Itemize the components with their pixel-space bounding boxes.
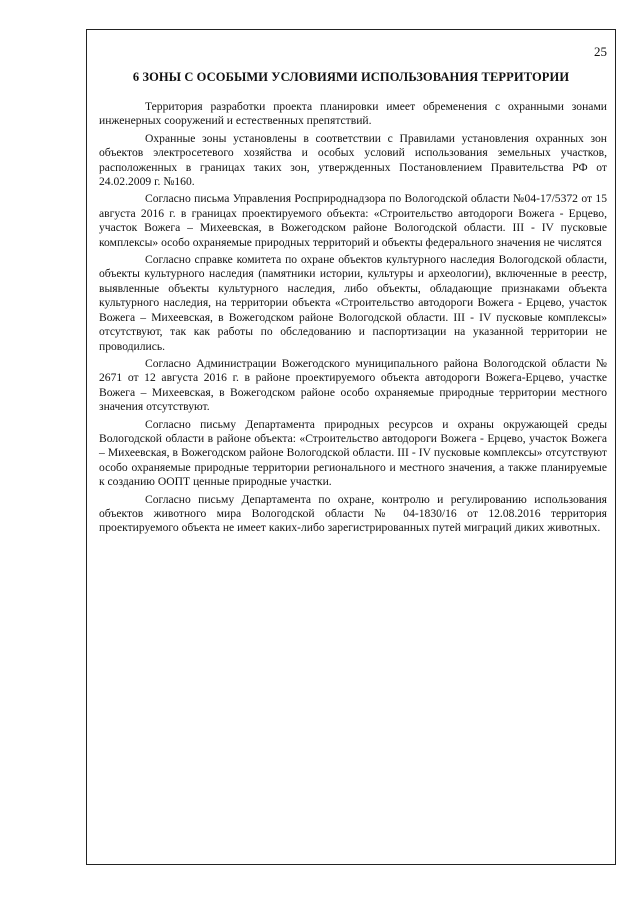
paragraph: Охранные зоны установлены в соответствии с Правилами установления охранных зон объектов электросетевого хозяйства и особых условий использования земельных участков, расположенных в границах таких зон, утвержденных Постановлением Правительства РФ от 24.02.2009 г. №160. <box>99 131 607 189</box>
page-number: 25 <box>594 44 607 59</box>
section-heading: 6 ЗОНЫ С ОСОБЫМИ УСЛОВИЯМИ ИСПОЛЬЗОВАНИЯ ТЕРРИТОРИИ <box>132 70 570 84</box>
body-text <box>99 100 607 539</box>
paragraph: Согласно письму Департамента природных ресурсов и охраны окружающей среды Вологодской области в районе объекта: «Строительство автодороги Вожега - Ерцево, участок Вожега – Михеевская, в Вожегодском районе Вологодской области. III - IV пусковые комплексы» отсутствуют особо охраняемые природные территории регионального и местного значения, а также планируемые к созданию ООПТ ценные природные участки. <box>99 417 607 489</box>
paragraph: Согласно письму Департамента по охране, контролю и регулированию использования объектов животного мира Вологодской области № 04-1830/16 от 12.08.2016 территория проектируемого объекта не имеет каких-либо зарегистрированных путей миграций диких животных. <box>99 492 607 535</box>
paragraph: Согласно справке комитета по охране объектов культурного наследия Вологодской области, объекты культурного наследия (памятники истории, культуры и археологии), включенные в реестр, выявленные объекты культурного наследия, либо объекты, обладающие признаками объекта культурного наследия, на территории объекта «Строительство автодороги Вожега - Ерцево, участок Вожега – Михеевская, в Вожегодском районе Вологодской области. III - IV пусковые комплексы» отсутствуют, так как работы по обследованию и паспортизации на указанной территории не проводились. <box>99 253 607 353</box>
paragraph: Территория разработки проекта планировки имеет обременения с охранными зонами инженерных сооружений и естественных препятствий. <box>99 100 607 128</box>
paragraph: Согласно Администрации Вожегодского муниципального района Вологодской области № 2671 от 12 августа 2016 г. в районе проектируемого объекта автодороги Вожега-Ерцево, участке Вожега – Михеевская, в Вожегодском районе особо охраняемые природные территории местного значения отсутствуют. <box>99 356 607 414</box>
paragraph: Согласно письма Управления Росприроднадзора по Вологодской области №04-17/5372 от 15 августа 2016 г. в границах проектируемого объекта: «Строительство автодороги Вожега - Ерцево, участок Вожега – Михеевская, в Вожегодском районе Вологодской области. III - IV пусковые комплексы» особо охраняемые природных территорий и объекты федерального значения не числятся <box>99 192 607 249</box>
page-frame <box>86 29 616 865</box>
